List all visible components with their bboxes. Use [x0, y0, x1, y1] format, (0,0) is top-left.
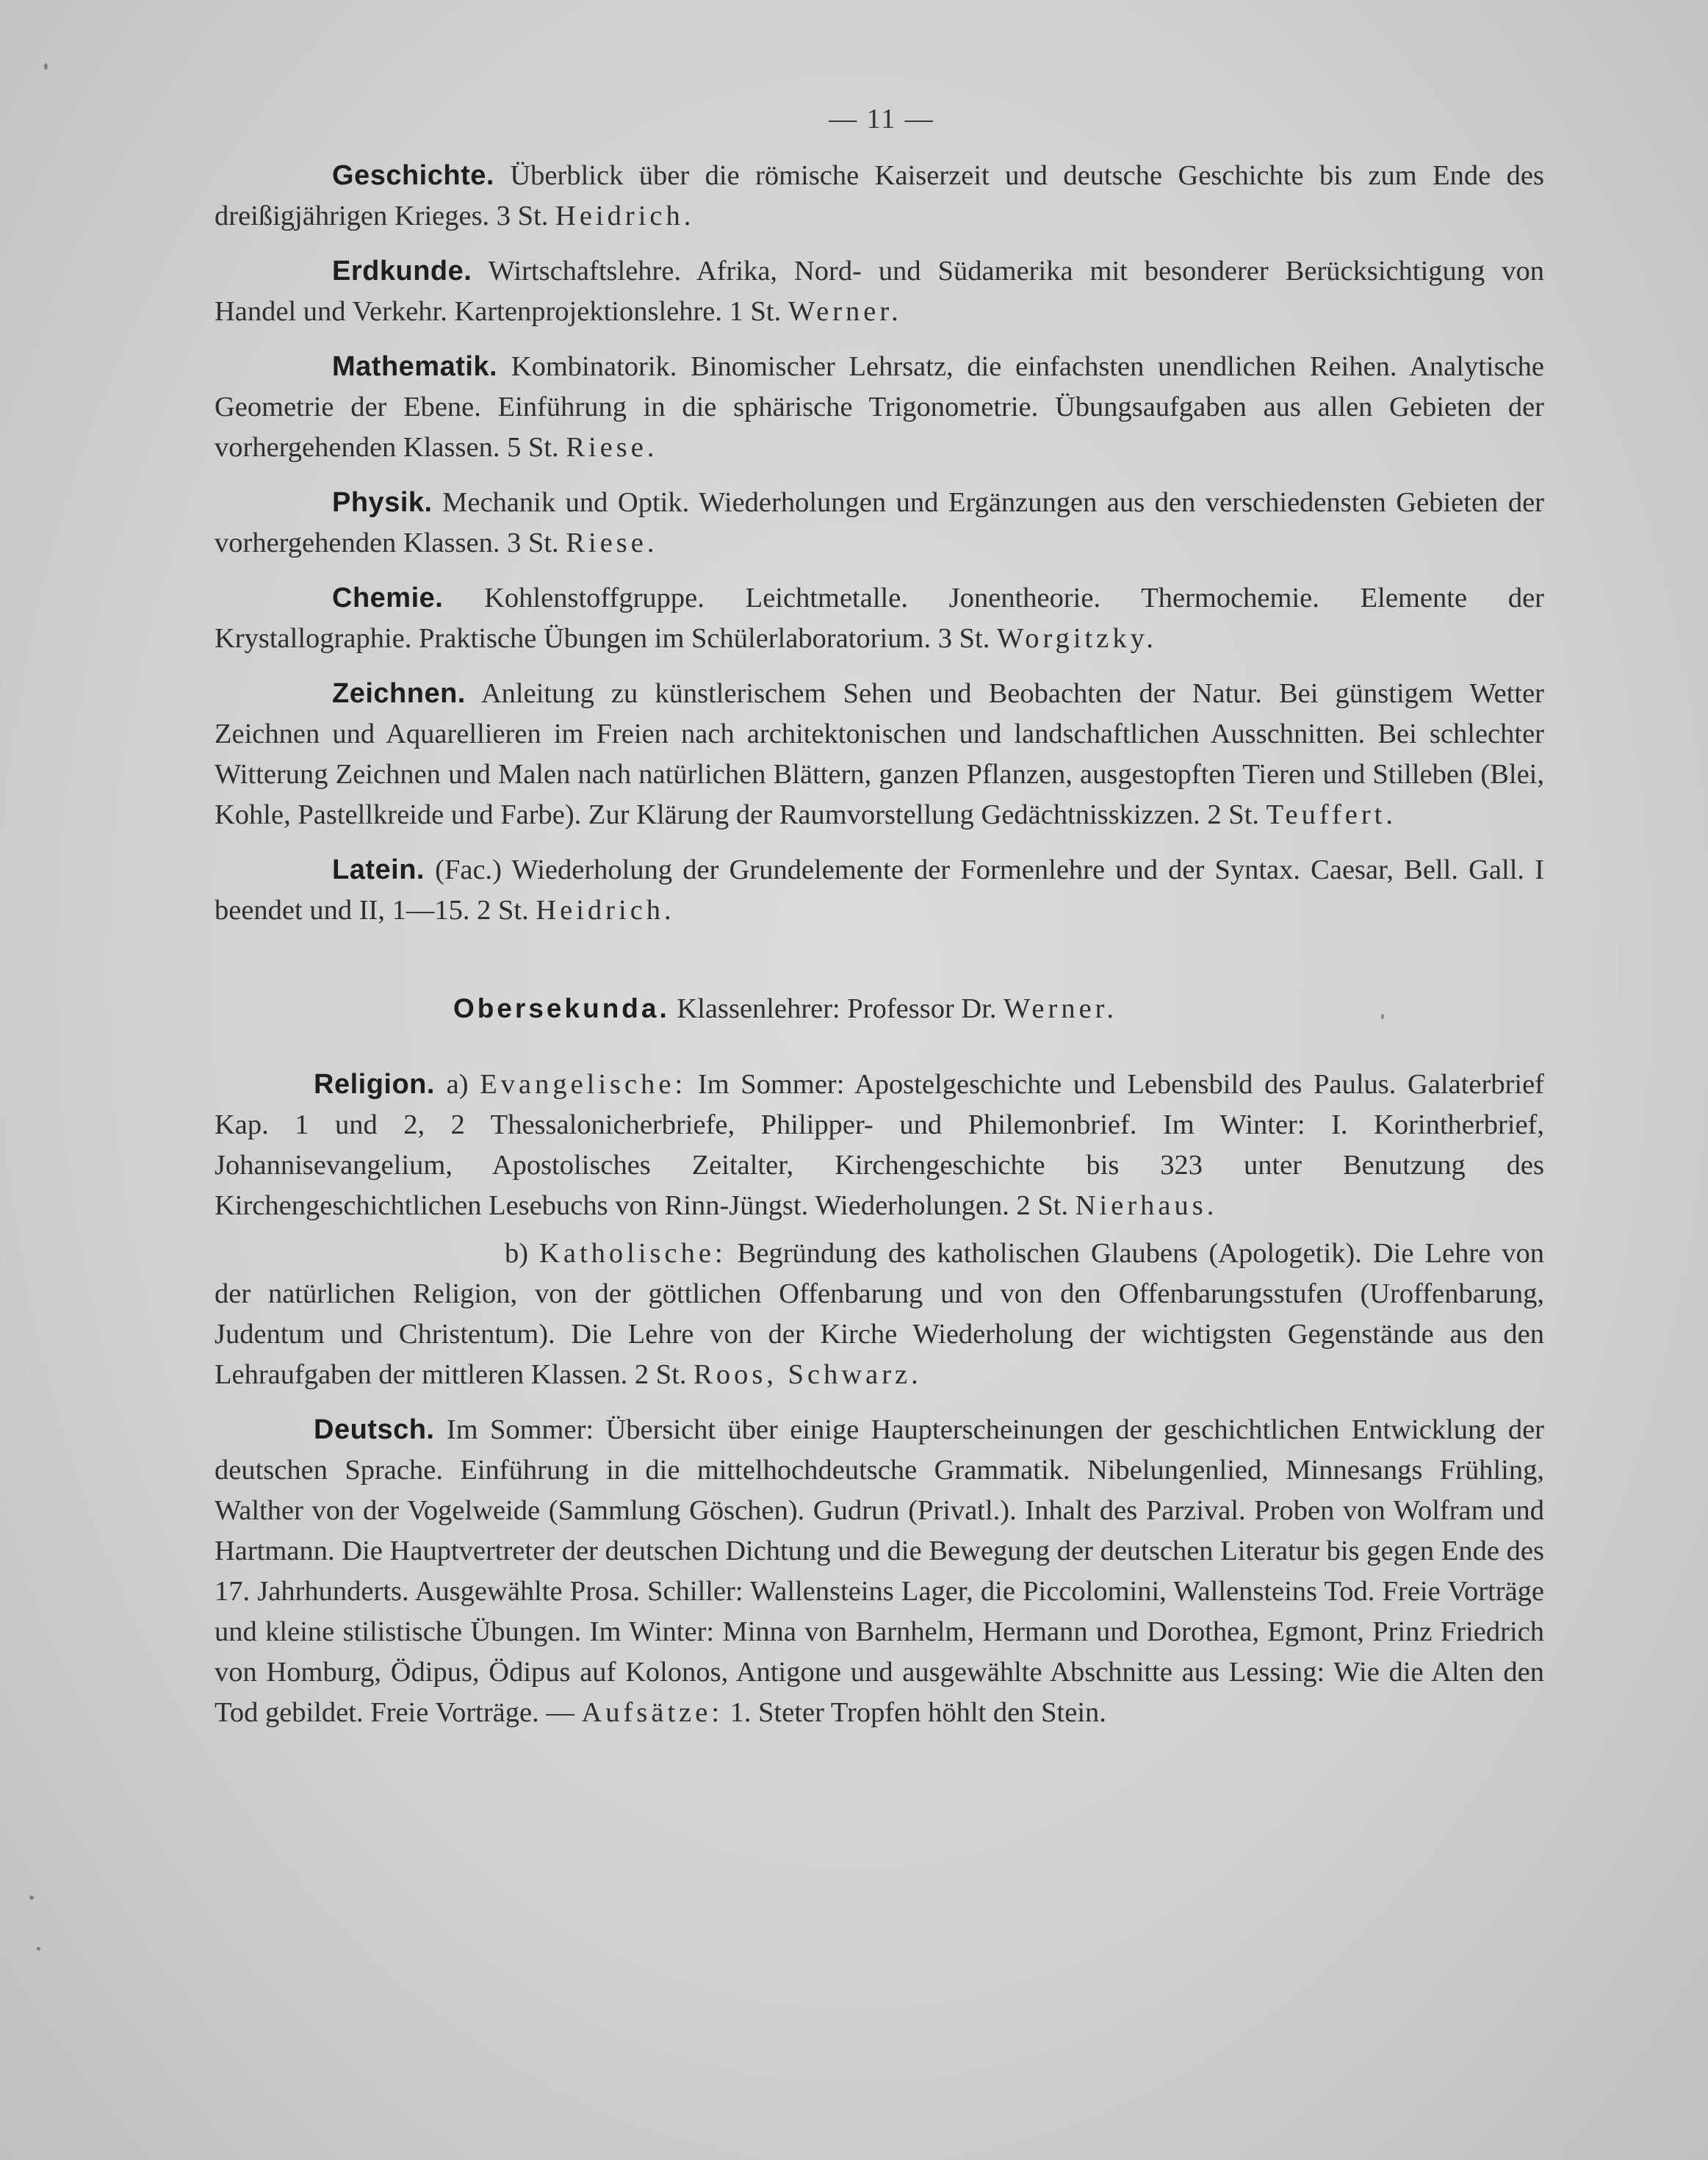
teacher-name: Heidrich.: [536, 895, 675, 926]
paragraph-religion-b: [215, 1234, 1544, 1395]
subject-heading: Erdkunde.: [332, 256, 472, 287]
subject-heading: Religion.: [314, 1069, 435, 1100]
paragraph-zeichnen: [215, 674, 1544, 835]
subject-heading: Geschichte.: [332, 160, 494, 191]
paragraph-text: Überblick über die römische Kaiserzeit und deutsche Geschichte bis zum Ende des dreißigjährigen Krieges. 3 St.: [215, 160, 1544, 231]
teacher-name: Riese.: [566, 528, 658, 558]
subject-heading: Latein.: [332, 854, 425, 885]
subject-heading: Physik.: [332, 487, 433, 518]
paragraph-deutsch: [215, 1410, 1544, 1733]
teacher-name: Teuffert.: [1266, 799, 1397, 830]
paragraph-mathematik: [215, 347, 1544, 468]
teacher-name: Worgitzky.: [996, 623, 1157, 654]
paragraph-text: Kombinatorik. Binomischer Lehrsatz, die einfachsten unendlichen Reihen. Analytische Geometrie der Ebene. Einführung in die sphärische Trigonometrie. Übungsaufgaben aus allen Gebieten der vorhergehenden Klassen. 5 St.: [215, 351, 1544, 463]
paragraph-erdkunde: [215, 251, 1544, 332]
subject-heading: Mathematik.: [332, 351, 498, 382]
teacher-name: Nierhaus.: [1075, 1190, 1218, 1221]
paragraph-text: 1. Steter Tropfen höhlt den Stein.: [723, 1697, 1106, 1728]
religion-b-prefix: b): [505, 1238, 540, 1269]
paragraph-text: Mechanik und Optik. Wiederholungen und Ergänzungen aus den verschiedensten Gebieten der vorhergehenden Klassen. 3 St.: [215, 487, 1544, 558]
class-teacher-name: Werner.: [1003, 993, 1117, 1024]
religion-a-label: Evangelische:: [480, 1069, 687, 1100]
paragraph-text: Wirtschaftslehre. Afrika, Nord- und Südamerika mit besonderer Berücksichtigung von Handel und Verkehr. Kartenprojektionslehre. 1 St.: [215, 256, 1544, 327]
paragraph-text: Kohlenstoffgruppe. Leichtmetalle. Jonentheorie. Thermochemie. Elemente der Krystallographie. Praktische Übungen im Schülerlaboratorium. 3 St.: [215, 583, 1544, 654]
page-number: — 11 —: [829, 104, 934, 134]
paragraph-chemie: [215, 578, 1544, 659]
paragraph-text: Im Sommer: Apostelgeschichte und Lebensbild des Paulus. Galaterbrief Kap. 1 und 2, 2 Thessalonicherbriefe, Philipper- und Philemonbrief. Im Winter: I. Korintherbrief, Johannisevangelium, Apostolisches Zeitalter, Kirchengeschichte bis 323 unter Benutzung des Kirchengeschichtlichen Lesebuchs von Rinn-Jüngst. Wiederholungen. 2 St.: [215, 1069, 1544, 1221]
paragraph-physik: [215, 483, 1544, 564]
scan-speck: [37, 1947, 40, 1951]
section-heading-obersekunda: [215, 988, 1544, 1029]
paragraph-text: Begründung des katholischen Glaubens (Apologetik). Die Lehre von der natürlichen Religion, von der göttlichen Offenbarung und von den Offenbarungsstufen (Uroffenbarung, Judentum und Christentum). Die Lehre von der Kirche Wiederholung der wichtigsten Gegenstände aus den Lehraufgaben der mittleren Klassen. 2 St.: [215, 1238, 1544, 1390]
teacher-name: Roos, Schwarz.: [693, 1359, 922, 1390]
page-content: [215, 156, 1544, 1748]
paragraph-latein: [215, 850, 1544, 931]
scan-speck: [29, 1896, 34, 1900]
paragraph-religion-a: [215, 1065, 1544, 1226]
paragraph-text: Anleitung zu künstlerischem Sehen und Beobachten der Natur. Bei günstigem Wetter Zeichnen und Aquarellieren im Freien nach architektonischen und landschaftlichen Ausschnitten. Bei schlechter Witterung Zeichnen und Malen nach natürlichen Blättern, ganzen Pflanzen, ausgestopften Tieren und Stilleben (Blei, Kohle, Pastellkreide und Farbe). Zur Klärung der Raumvorstellung Gedächtnisskizzen. 2 St.: [215, 678, 1544, 830]
teacher-name: Heidrich.: [555, 201, 695, 231]
paragraph-text: Im Sommer: Übersicht über einige Haupterscheinungen der geschichtlichen Entwicklung der deutschen Sprache. Einführung in die mittelhochdeutsche Grammatik. Nibelungenlied, Minnesangs Frühling, Walther von der Vogelweide (Sammlung Göschen). Gudrun (Privatl.). Inhalt des Parzival. Proben von Wolfram und Hartmann. Die Hauptvertreter der deutschen Dichtung und die Bewegung der deutschen Literatur bis gegen Ende des 17. Jahrhunderts. Ausgewählte Prosa. Schiller: Wallensteins Lager, die Piccolomini, Wallensteins Tod. Freie Vorträge und kleine stilistische Übungen. Im Winter: Minna von Barnhelm, Hermann und Dorothea, Egmont, Prinz Friedrich von Homburg, Ödipus, Ödipus auf Kolonos, Antigone und ausgewählte Abschnitte aus Lessing: Wie die Alten den Tod gebildet. Freie Vorträge. —: [215, 1414, 1544, 1728]
teacher-name: Werner.: [788, 296, 902, 327]
paragraph-text: (Fac.) Wiederholung der Grundelemente der Formenlehre und der Syntax. Caesar, Bell. Gall. I beendet und II, 1—15. 2 St.: [215, 854, 1544, 926]
aufsaetze-label: Aufsätze:: [581, 1697, 724, 1728]
paragraph-geschichte: [215, 156, 1544, 237]
section-title: Obersekunda.: [453, 993, 670, 1023]
subject-heading: Zeichnen.: [332, 678, 466, 709]
teacher-name: Riese.: [566, 432, 658, 463]
religion-a-prefix: a): [434, 1069, 480, 1100]
subject-heading: Deutsch.: [314, 1414, 435, 1445]
section-text: Klassenlehrer: Professor Dr.: [669, 993, 1004, 1024]
scan-speck: [44, 63, 48, 70]
subject-heading: Chemie.: [332, 583, 444, 613]
religion-b-label: Katholische:: [539, 1238, 727, 1269]
